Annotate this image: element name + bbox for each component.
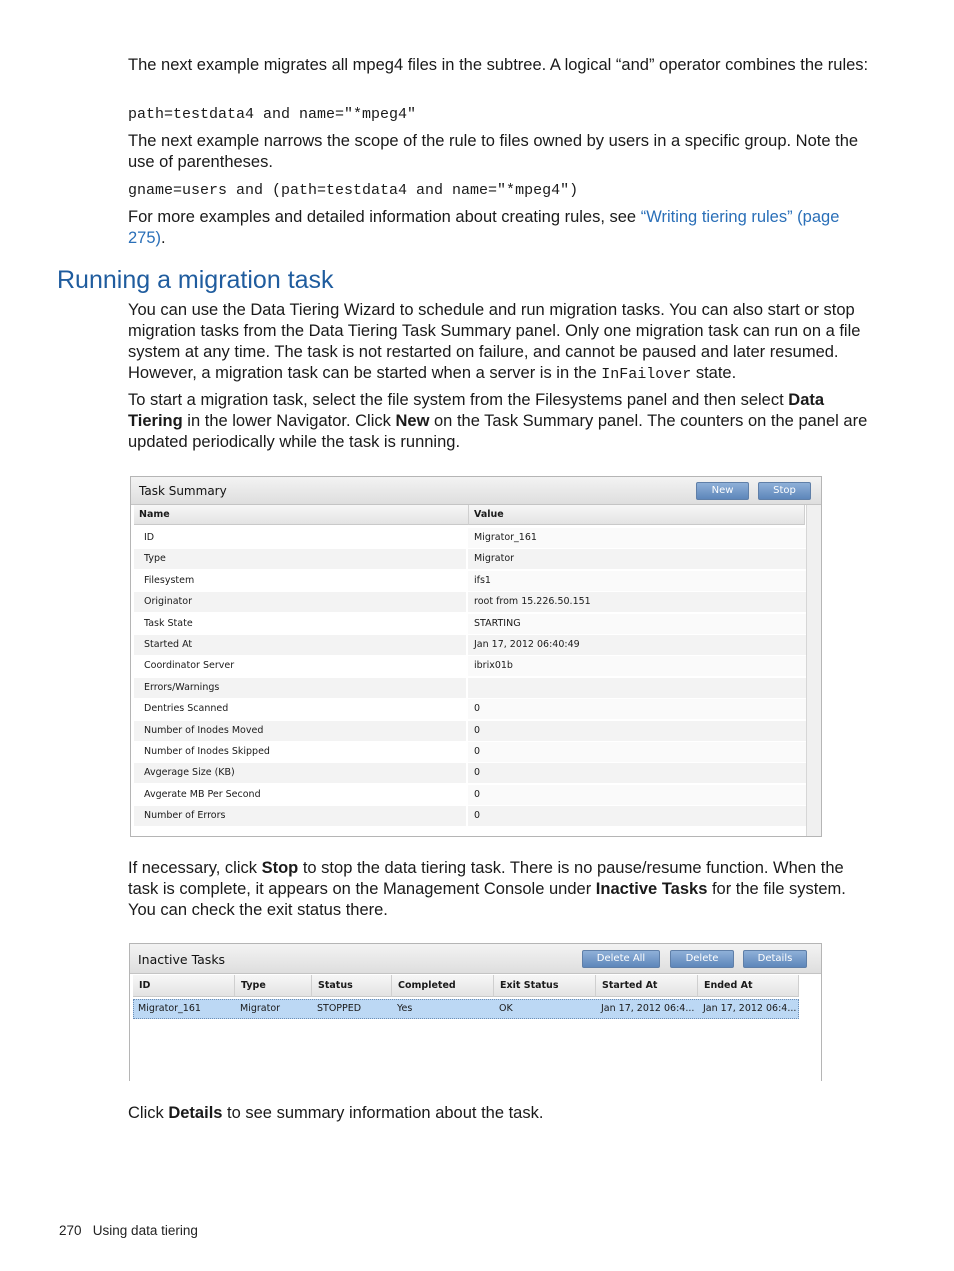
delete-all-button[interactable]: Delete All xyxy=(582,950,660,968)
row-value-background xyxy=(468,806,806,826)
row-value: root from 15.226.50.151 xyxy=(474,596,591,608)
cell-id: Migrator_161 xyxy=(138,1003,201,1014)
row-name: Number of Errors xyxy=(144,810,226,822)
column-header-value[interactable]: Value xyxy=(469,505,805,525)
cell-started-at: Jan 17, 2012 06:4... xyxy=(601,1003,695,1014)
inactive-tasks-panel xyxy=(129,943,822,1081)
table-row[interactable] xyxy=(134,548,806,569)
row-name: Started At xyxy=(144,639,193,650)
intro-paragraph-2: The next example narrows the scope of the rule to files owned by users in a specific group. Note the use of parentheses. xyxy=(128,132,859,171)
row-name: Filesystem xyxy=(144,574,195,586)
column-header-name[interactable]: Name xyxy=(134,505,469,525)
cell-status: STOPPED xyxy=(317,1003,362,1014)
table-row[interactable] xyxy=(134,720,806,741)
inactive-tasks-header xyxy=(130,944,821,974)
row-value: Jan 17, 2012 06:40:49 xyxy=(474,639,580,650)
stop-button[interactable]: Stop xyxy=(758,482,811,500)
task-summary-header xyxy=(131,477,821,505)
row-value-background xyxy=(468,763,806,783)
stop-bold: Stop xyxy=(261,859,299,877)
table-row[interactable] xyxy=(134,634,806,655)
row-value: 0 xyxy=(474,767,481,779)
row-name: Originator xyxy=(144,596,192,608)
new-bold: New xyxy=(395,412,430,430)
table-row[interactable] xyxy=(134,698,806,719)
row-name: Number of Inodes Skipped xyxy=(144,746,270,757)
cell-ended-at: Jan 17, 2012 06:4... xyxy=(703,1003,797,1014)
row-value: 0 xyxy=(474,746,481,757)
section-paragraph-3 xyxy=(128,858,873,921)
column-header-status[interactable]: Status xyxy=(312,975,392,997)
table-row[interactable] xyxy=(134,805,806,826)
row-value: 0 xyxy=(474,703,481,715)
chapter-title: Using data tiering xyxy=(92,1223,198,1238)
table-row[interactable] xyxy=(134,784,806,805)
row-name-background xyxy=(134,528,466,548)
intro-paragraph-3-text: For more examples and detailed information about creating rules, see xyxy=(128,208,641,226)
task-summary-panel xyxy=(130,476,822,837)
section-heading: Running a migration task xyxy=(57,266,334,294)
row-name: Avgerate MB Per Second xyxy=(144,788,261,800)
task-summary-title: Task Summary xyxy=(139,484,227,498)
table-row[interactable] xyxy=(134,570,806,591)
row-name: ID xyxy=(144,532,155,543)
section-paragraph-2 xyxy=(128,390,873,453)
details-button[interactable]: Details xyxy=(743,950,807,968)
section-p1-text: You can use the Data Tiering Wizard to schedule and run migration tasks. You can also start or stop migration tasks from the Data Tiering Task Summary panel. Only one migration task can run on a file system at any time. The task is not restarted on failure, and cannot be paused and later resumed. However, a migration task can be started when a server is in the xyxy=(128,301,861,382)
section-p3-d: for the file system. You can check the exit status there. xyxy=(128,880,846,919)
row-name: Task State xyxy=(144,617,193,629)
column-header-started-at[interactable]: Started At xyxy=(596,975,698,997)
inactive-tasks-title: Inactive Tasks xyxy=(138,952,226,967)
column-header-completed[interactable]: Completed xyxy=(392,975,494,997)
row-value-background xyxy=(468,785,806,805)
row-value: 0 xyxy=(474,788,481,800)
row-value: ibrix01b xyxy=(474,660,513,672)
intro-paragraph-3-end: . xyxy=(161,229,166,247)
section-p2-d: on the Task Summary panel. The counters on the panel are updated periodically while the task is running. xyxy=(128,412,868,451)
section-p2-c: in the lower Navigator. Click xyxy=(182,412,396,430)
section-p1-end: state. xyxy=(691,364,737,382)
row-name: Coordinator Server xyxy=(144,660,235,672)
code-example-2: gname=users and (path=testdata4 and name="*mpeg4") xyxy=(128,182,579,199)
row-value-background xyxy=(468,742,806,762)
section-p4-a: Click xyxy=(128,1104,169,1122)
section-paragraph-4 xyxy=(128,1103,873,1124)
table-row[interactable] xyxy=(134,677,806,698)
row-value-background xyxy=(468,549,806,569)
cell-exit-status: OK xyxy=(499,1003,513,1014)
row-value: Migrator_161 xyxy=(474,532,537,543)
details-bold: Details xyxy=(168,1104,223,1122)
table-row[interactable] xyxy=(134,741,806,762)
table-row[interactable] xyxy=(134,762,806,783)
column-header-id[interactable]: ID xyxy=(133,975,235,997)
row-value: 0 xyxy=(474,810,481,822)
column-header-exit-status[interactable]: Exit Status xyxy=(494,975,596,997)
table-row[interactable] xyxy=(134,527,806,548)
row-name: Type xyxy=(144,553,166,565)
cell-completed: Yes xyxy=(397,1003,413,1014)
row-value: Migrator xyxy=(474,553,515,565)
row-value: STARTING xyxy=(474,617,521,629)
section-p4-c: to see summary information about the task. xyxy=(222,1104,544,1122)
row-value-background xyxy=(468,721,806,741)
page-number: 270 xyxy=(59,1223,82,1238)
intro-paragraph-1: The next example migrates all mpeg4 files in the subtree. A logical “and” operator combines the rules: xyxy=(128,56,869,74)
row-value-background xyxy=(468,571,806,591)
column-header-type[interactable]: Type xyxy=(235,975,312,997)
row-value-background xyxy=(468,699,806,719)
section-p2-a: To start a migration task, select the file system from the Filesystems panel and then select xyxy=(128,391,789,409)
row-name: Errors/Warnings xyxy=(144,681,220,693)
column-header-ended-at[interactable]: Ended At xyxy=(698,975,799,997)
row-name: Number of Inodes Moved xyxy=(144,724,264,736)
row-name: Avgerage Size (KB) xyxy=(144,767,235,779)
table-row[interactable] xyxy=(134,613,806,634)
writing-tiering-rules-link[interactable]: “Writing tiering rules” (page 275) xyxy=(128,208,840,247)
code-example-1: path=testdata4 and name="*mpeg4" xyxy=(128,106,417,123)
row-name-background xyxy=(134,549,466,569)
section-p3-a: If necessary, click xyxy=(128,859,262,877)
table-row[interactable] xyxy=(133,999,799,1019)
task-summary-scrollbar[interactable] xyxy=(806,505,821,836)
row-value-background xyxy=(468,656,806,676)
table-row[interactable] xyxy=(134,591,806,612)
delete-button[interactable]: Delete xyxy=(670,950,734,968)
data-tiering-bold: Data Tiering xyxy=(128,391,825,430)
section-paragraph-1 xyxy=(128,300,873,385)
intro-paragraph-3 xyxy=(128,207,873,249)
table-row[interactable] xyxy=(134,655,806,676)
cell-type: Migrator xyxy=(240,1003,281,1014)
page-footer xyxy=(59,1223,198,1238)
new-button[interactable]: New xyxy=(696,482,749,500)
row-name: Dentries Scanned xyxy=(144,703,229,715)
infailover-code: InFailover xyxy=(601,366,692,383)
row-value: ifs1 xyxy=(474,574,491,586)
row-value-background xyxy=(468,678,806,698)
section-p3-c: to stop the data tiering task. There is no pause/resume function. When the task is complete, it appears on the Management Console under xyxy=(128,859,844,898)
inactive-tasks-bold: Inactive Tasks xyxy=(595,880,708,898)
row-value: 0 xyxy=(474,724,481,736)
